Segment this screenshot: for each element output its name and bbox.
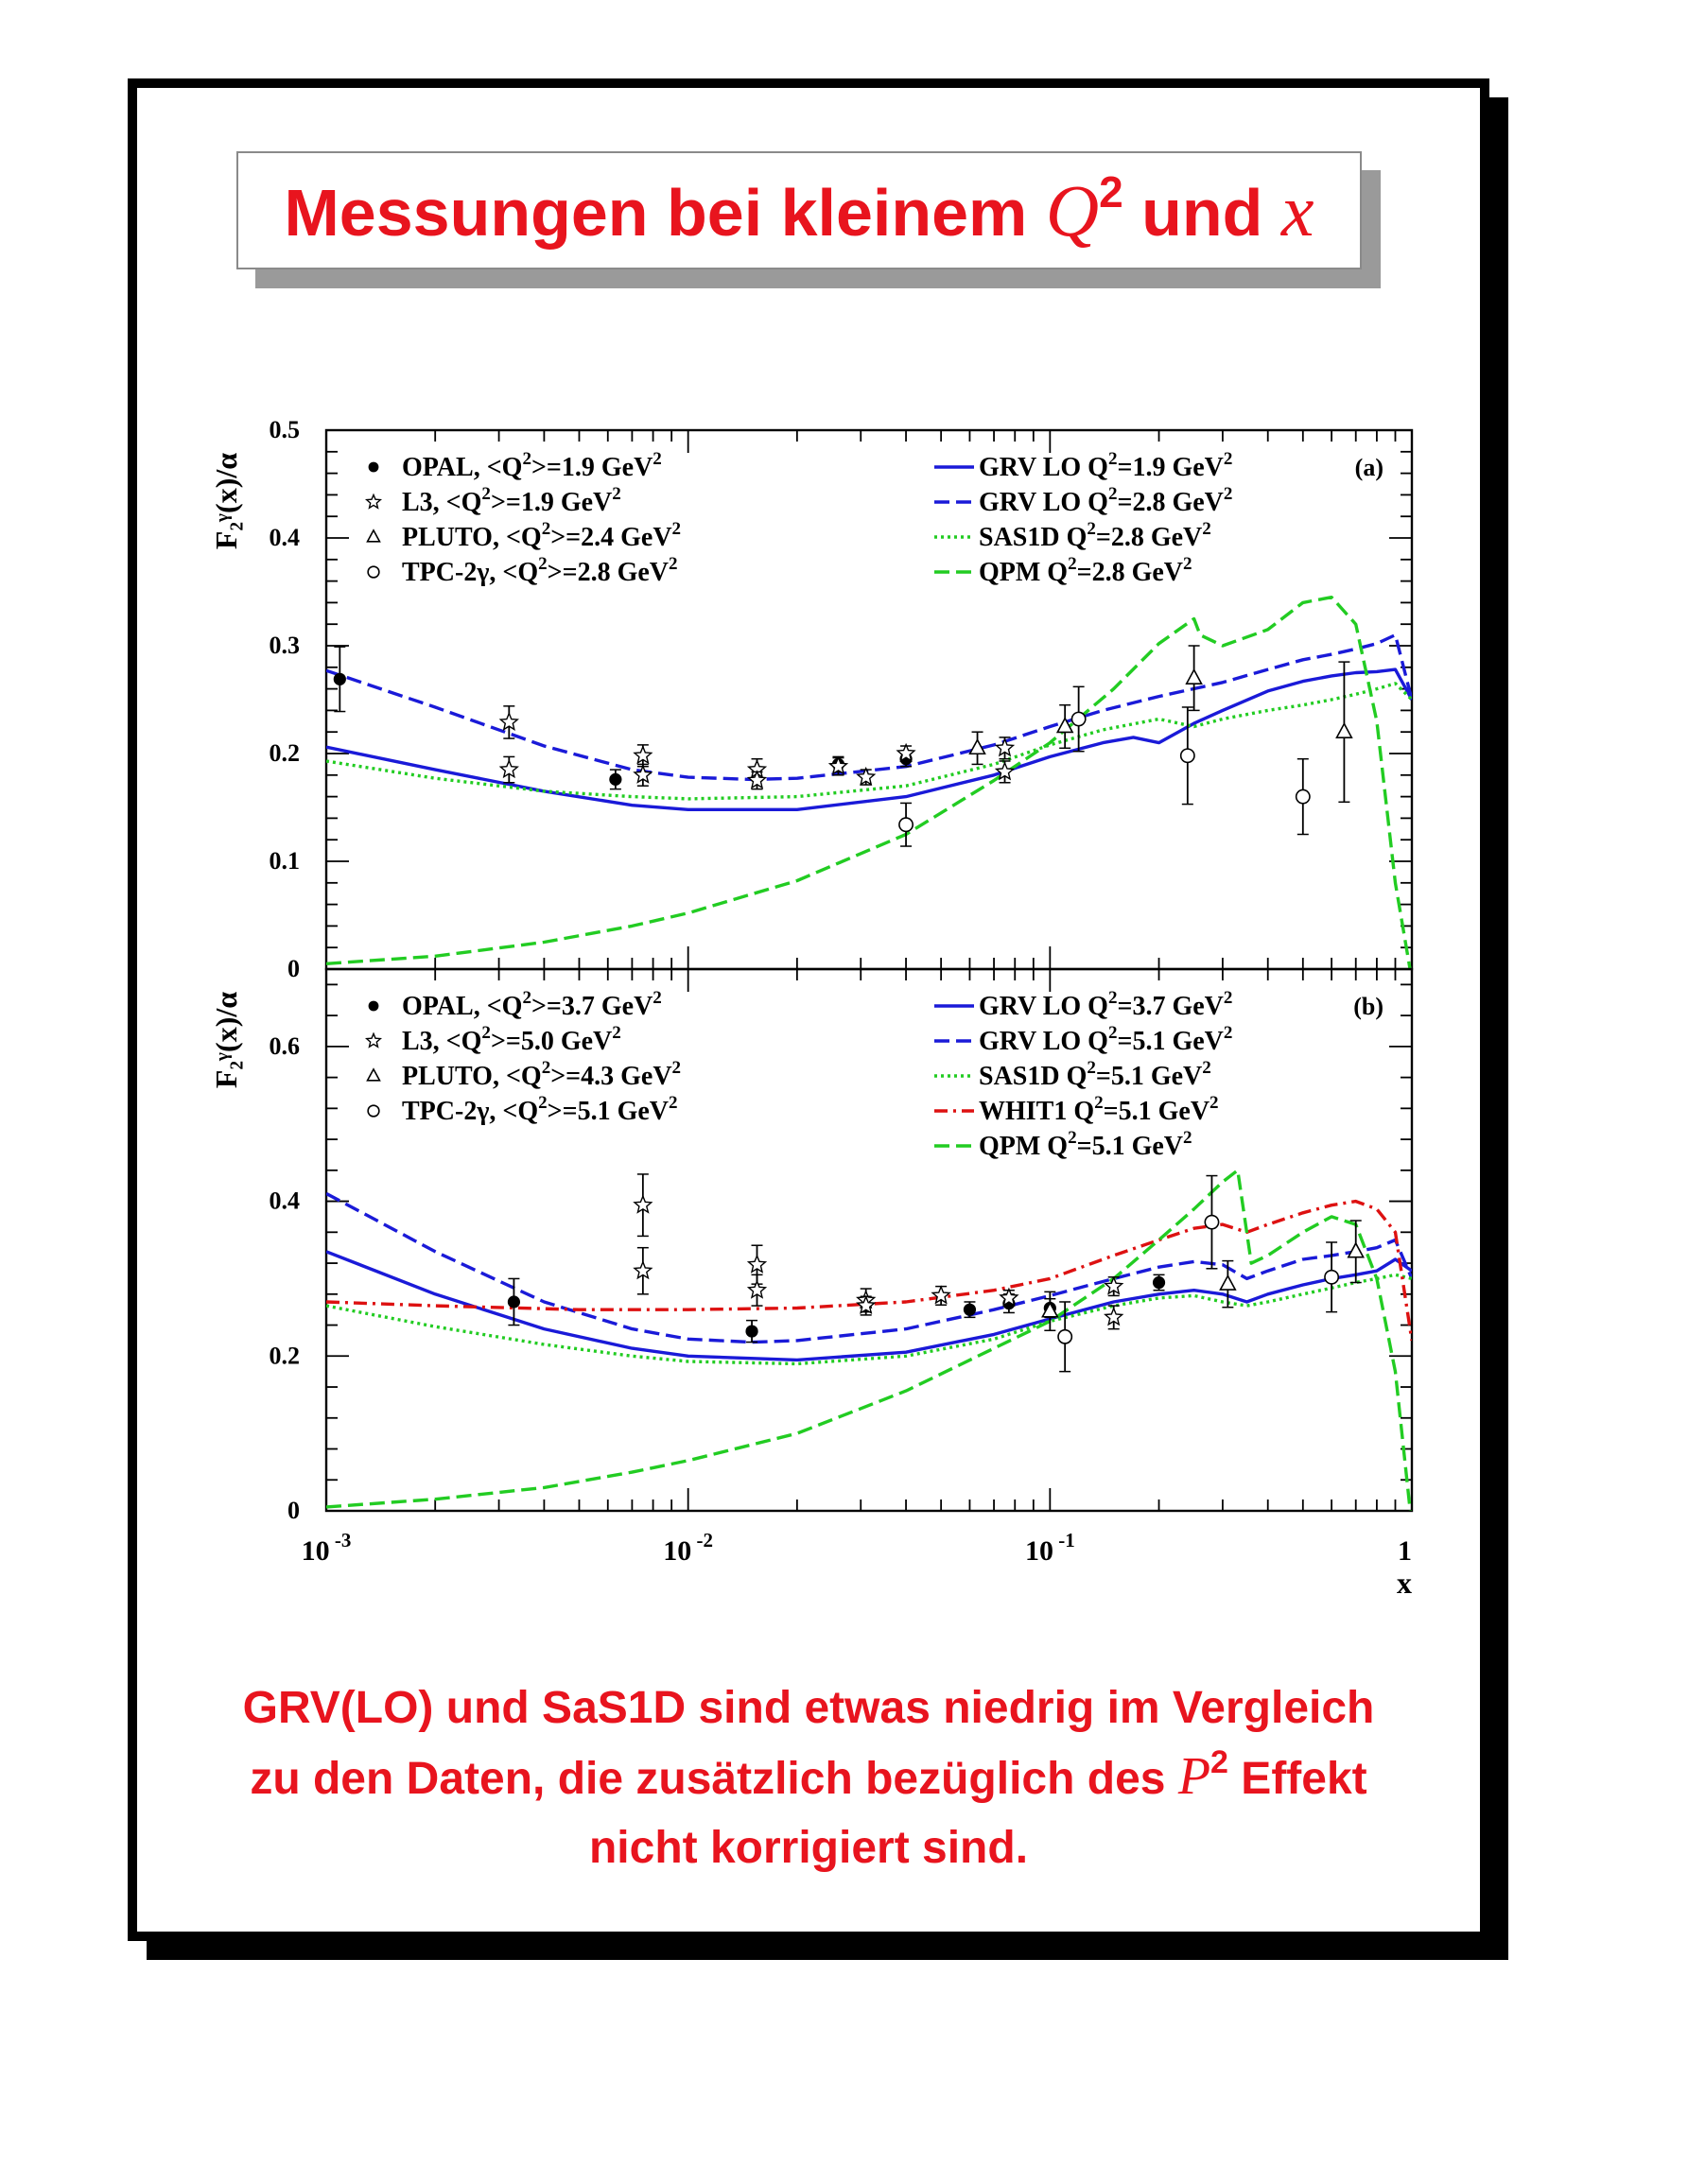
curves: [326, 598, 1412, 980]
series-line: [326, 1193, 1412, 1342]
y-tick-label: 0.4: [269, 1187, 300, 1215]
marker-star: [635, 747, 652, 763]
marker-open-circle: [368, 1105, 379, 1117]
legend-entry: TPC-2γ, $<Q^2>=2.8$ GeV$^2$: [402, 554, 678, 587]
caption-line-2-prefix: zu den Daten, die zusätzlich bezüglich des: [250, 1754, 1178, 1804]
legend-right: [934, 449, 1232, 587]
marker-triangle: [1187, 669, 1202, 684]
panel-label: (a): [1354, 454, 1383, 481]
marker-open-circle: [1325, 1271, 1338, 1284]
marker-triangle: [1336, 723, 1351, 737]
legend-left: [367, 449, 681, 587]
y-axis-label: F₂ᵞ(x)/α: [209, 991, 243, 1089]
y-tick-label: 0.2: [269, 1342, 300, 1370]
marker-star: [830, 757, 847, 773]
marker-open-circle: [1058, 1330, 1071, 1343]
y-tick-label: 0.6: [269, 1031, 300, 1060]
marker-open-circle: [368, 566, 379, 578]
series-line: [326, 1202, 1412, 1341]
caption: [189, 1673, 1428, 1882]
caption-line-3: nicht korrigiert sind.: [588, 1823, 1029, 1873]
y-tick-label: 0.5: [269, 416, 300, 443]
marker-open-circle: [1071, 712, 1085, 725]
title-q: Q: [1045, 168, 1100, 251]
marker-dot: [369, 1001, 379, 1012]
legend-entry: PLUTO, $<Q^2>=4.3$ GeV$^2$: [402, 1058, 682, 1091]
x-tick-label: 1: [1398, 1535, 1412, 1567]
marker-star: [635, 766, 652, 782]
marker-triangle: [1349, 1243, 1364, 1257]
legend-entry: GRV LO $Q^2=2.8$ GeV$^2$: [979, 484, 1233, 517]
data-points: [334, 646, 1352, 846]
marker-dot: [508, 1295, 520, 1308]
marker-dot: [369, 462, 379, 473]
caption-line-2-suffix: Effekt: [1227, 1754, 1367, 1804]
marker-dot: [964, 1304, 976, 1316]
legend-entry: SAS1D $Q^2=2.8$ GeV$^2$: [979, 519, 1211, 552]
y-tick-label: 0: [287, 1497, 300, 1524]
series-line: [326, 1170, 1412, 1527]
title-q-exponent: 2: [1099, 166, 1123, 217]
legend-entry: L3, $<Q^2>=5.0$ GeV$^2$: [402, 1023, 621, 1056]
x-tick-labels: [302, 1529, 1412, 1567]
legend-entry: OPAL, $<Q^2>=3.7$ GeV$^2$: [402, 988, 662, 1021]
title-prefix: Messungen bei kleinem: [284, 175, 1046, 250]
legend-entry: QPM $Q^2=5.1$ GeV$^2$: [979, 1128, 1192, 1161]
legend-entry: GRV LO $Q^2=3.7$ GeV$^2$: [979, 988, 1233, 1021]
legend-entry: GRV LO $Q^2=5.1$ GeV$^2$: [979, 1023, 1233, 1056]
x-tick-label: 10 $^{-1}$: [1024, 1529, 1075, 1567]
marker-open-circle: [1181, 749, 1194, 762]
legend-entry: L3, $<Q^2>=1.9$ GeV$^2$: [402, 484, 621, 517]
marker-dot: [334, 673, 346, 685]
y-tick-label: 0: [287, 955, 300, 982]
legend-left: [367, 988, 681, 1126]
legend-entry: WHIT1 $Q^2=5.1$ GeV$^2$: [979, 1093, 1219, 1126]
legend-entry: OPAL, $<Q^2>=1.9$ GeV$^2$: [402, 449, 662, 482]
marker-triangle: [368, 1069, 380, 1081]
marker-open-circle: [899, 818, 913, 831]
legend-entry: SAS1D $Q^2=5.1$ GeV$^2$: [979, 1058, 1211, 1091]
series-line: [326, 635, 1412, 780]
legend-entry: QPM $Q^2=2.8$ GeV$^2$: [979, 554, 1192, 587]
marker-triangle: [1220, 1275, 1235, 1290]
marker-open-circle: [1296, 789, 1310, 803]
marker-star: [367, 494, 381, 508]
x-tick-label: 10 $^{-3}$: [301, 1529, 352, 1567]
marker-dot: [609, 773, 621, 786]
caption-line-1: GRV(LO) und SaS1D sind etwas niedrig im Vergleich: [242, 1683, 1375, 1733]
y-tick-label: 0.3: [269, 632, 300, 659]
curves: [326, 1170, 1412, 1527]
marker-dot: [745, 1325, 757, 1337]
caption-p-exponent: 2: [1210, 1744, 1228, 1780]
x-tick-label: 10 $^{-2}$: [663, 1529, 714, 1567]
chart-panel-b: [209, 969, 1412, 1526]
caption-p: P: [1177, 1747, 1211, 1806]
marker-open-circle: [1205, 1216, 1218, 1229]
marker-dot: [1153, 1276, 1165, 1289]
marker-star: [367, 1033, 381, 1047]
data-points: [508, 1174, 1364, 1372]
legend-entry: GRV LO $Q^2=1.9$ GeV$^2$: [979, 449, 1233, 482]
y-axis-label: F₂ᵞ(x)/α: [209, 452, 243, 550]
panel-label: (b): [1353, 993, 1383, 1020]
y-tick-label: 0.4: [269, 524, 300, 551]
y-tick-label: 0.1: [269, 847, 300, 875]
legend-entry: TPC-2γ, $<Q^2>=5.1$ GeV$^2$: [402, 1093, 678, 1126]
title-x: x: [1280, 168, 1314, 251]
legend-entry: PLUTO, $<Q^2>=2.4$ GeV$^2$: [402, 519, 682, 552]
legend-right: [934, 988, 1232, 1161]
marker-triangle: [368, 530, 380, 542]
y-tick-label: 0.2: [269, 739, 300, 767]
chart-panel-a: [209, 416, 1412, 982]
caption-line-2: [189, 1742, 1428, 1813]
title-mid: und: [1122, 175, 1281, 250]
x-axis-label: x: [1397, 1566, 1412, 1600]
